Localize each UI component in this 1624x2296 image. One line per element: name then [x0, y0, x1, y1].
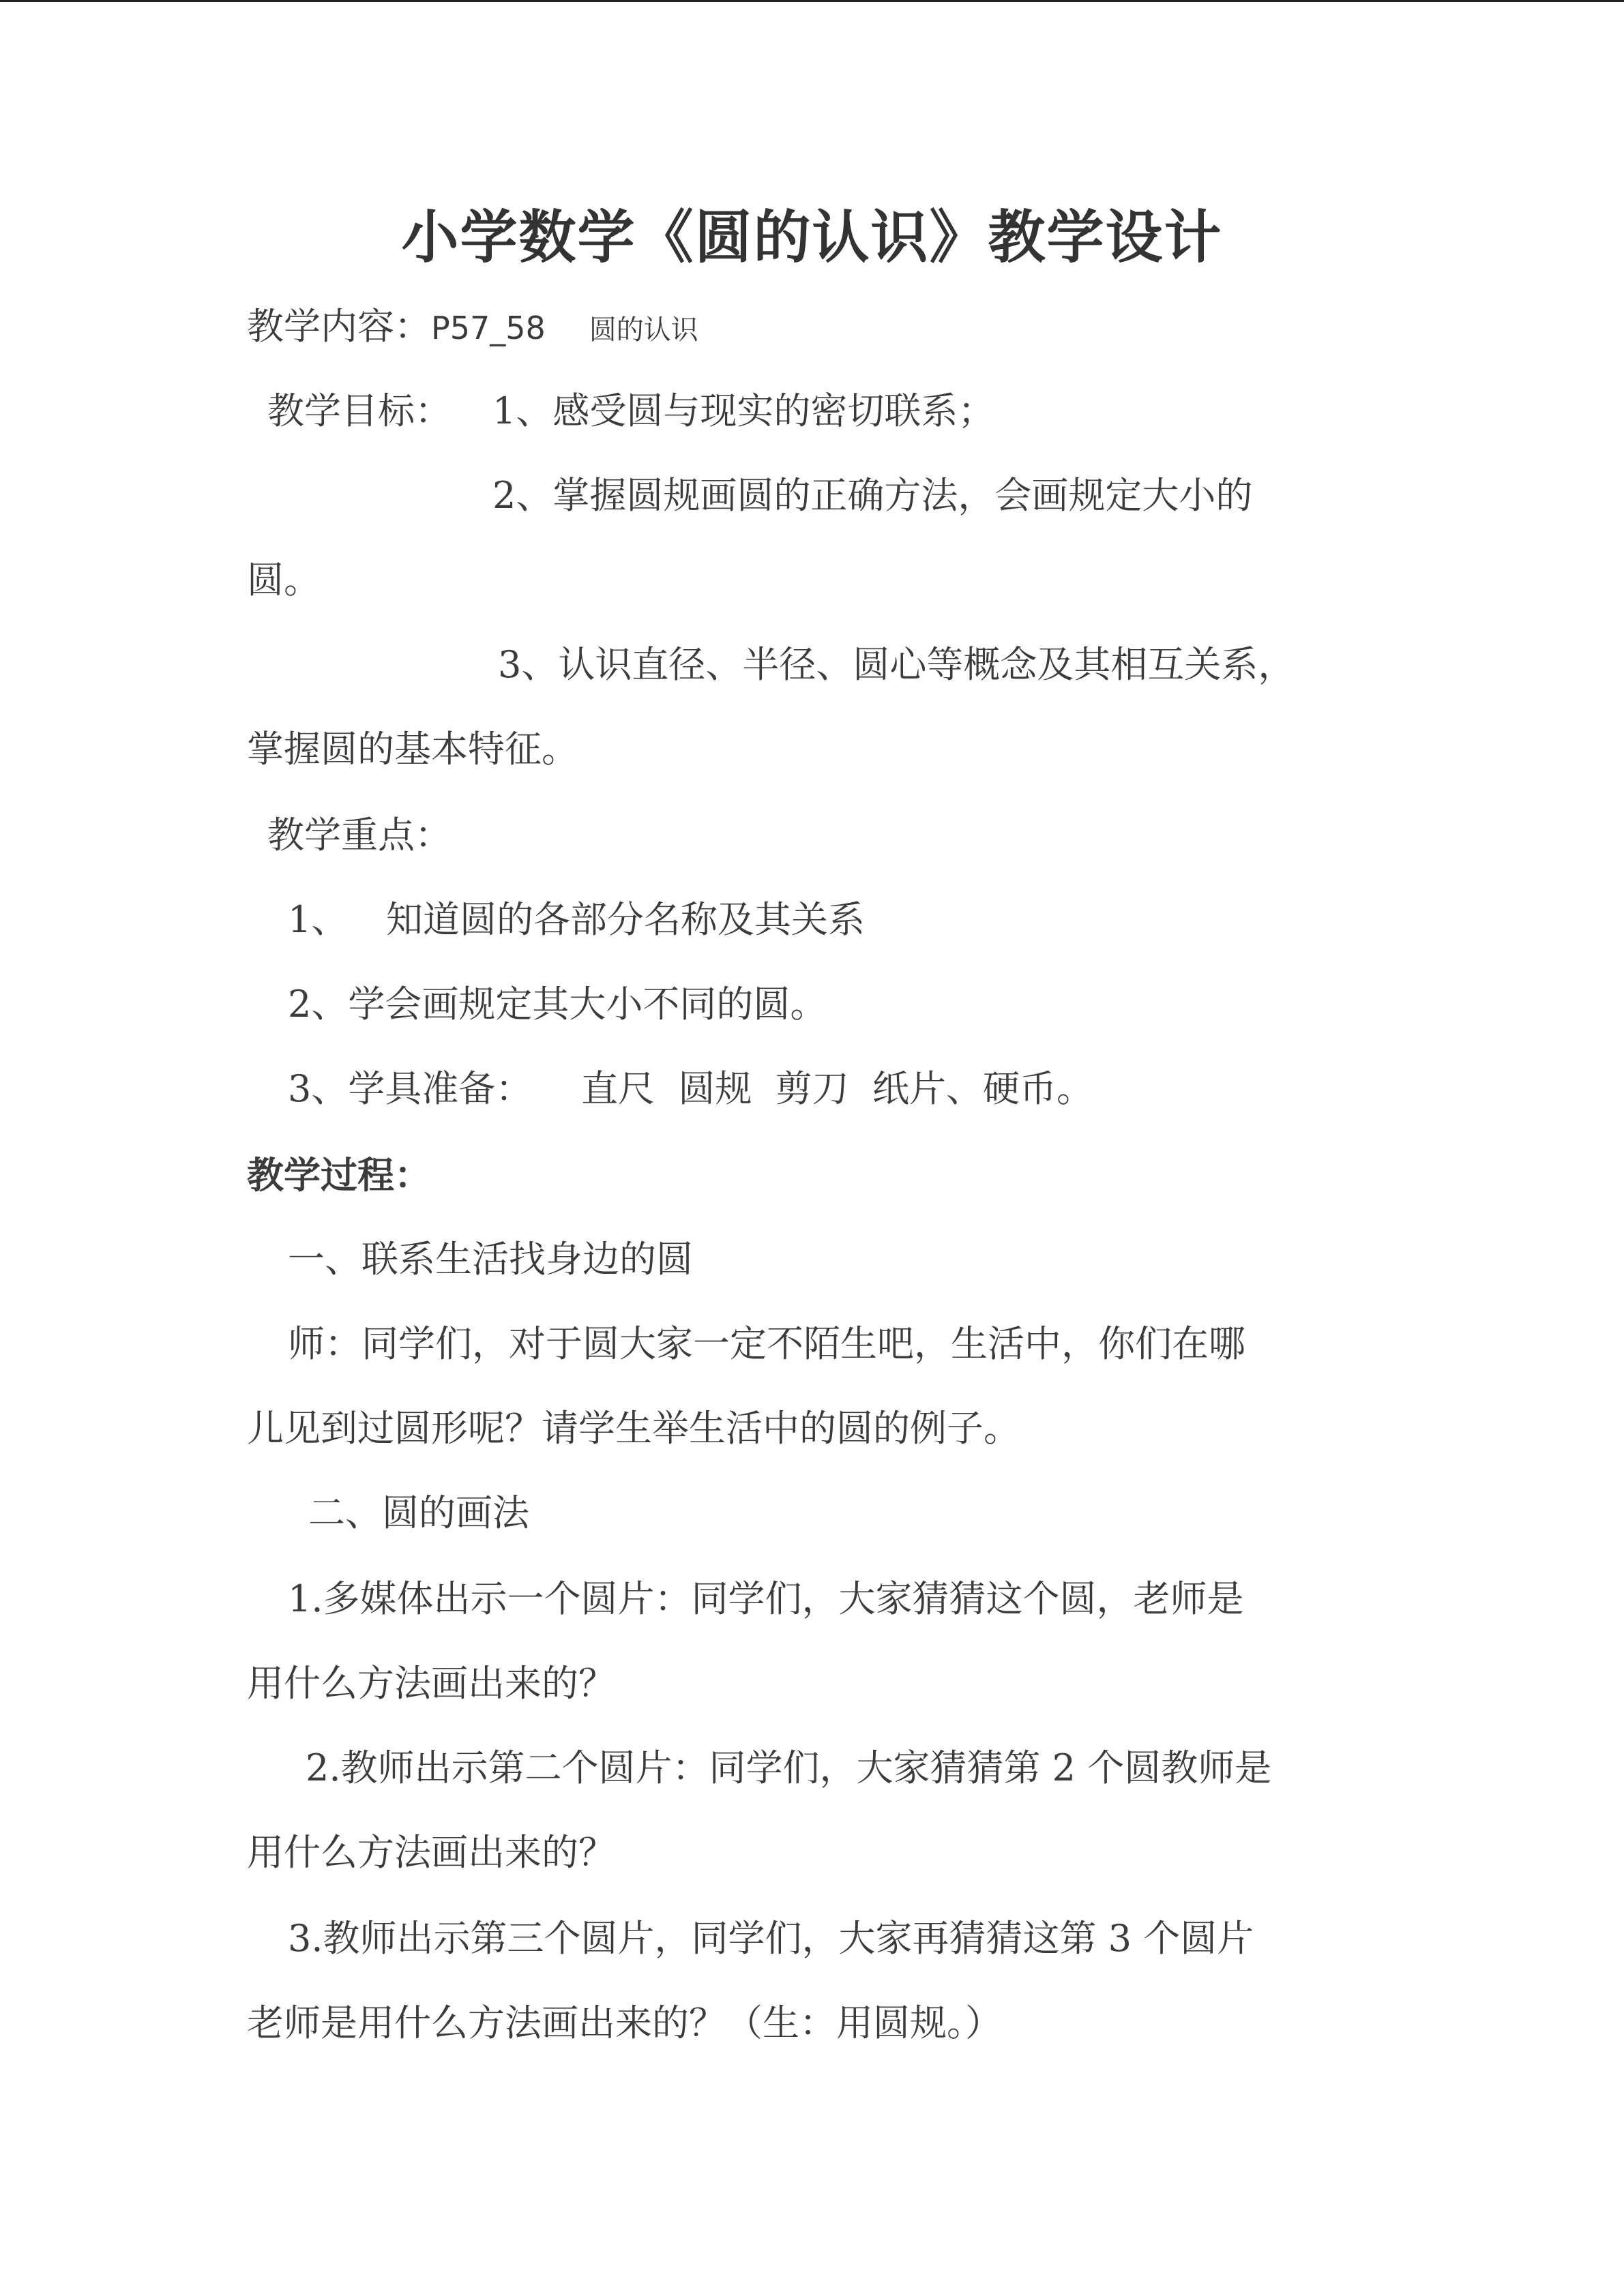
objectives-label: 教学目标： [267, 389, 452, 432]
step-3-line-1: 3.教师出示第三个圆片，同学们，大家再猜猜这第 3 个圆片 [288, 1917, 1254, 1960]
process-heading: 教学过程： [247, 1153, 431, 1197]
section-1-heading: 一、联系生活找身边的圆 [288, 1238, 693, 1281]
teaching-content-label: 教学内容： [247, 305, 431, 348]
objective-2-line-1: 2、掌握圆规画圆的正确方法，会画规定大小的 [492, 474, 1253, 517]
section-1-paragraph-line-2: 儿见到过圆形呢？请学生举生活中的圆的例子。 [247, 1407, 1020, 1450]
objective-2-line-2: 圆。 [247, 558, 321, 601]
teaching-content-topic: 圆的认识 [589, 314, 698, 346]
step-3-line-2: 老师是用什么方法画出来的？（生：用圆规。） [247, 2001, 1002, 2044]
key-point-1-text: 知道圆的各部分名称及其关系 [386, 898, 865, 941]
key-point-1-number: 1、 [288, 898, 349, 941]
page-top-border [0, 0, 1624, 2]
key-point-3-label: 3、学具准备： [288, 1067, 533, 1110]
step-1-line-2: 用什么方法画出来的？ [247, 1662, 615, 1705]
key-point-3-items: 直尺 圆规 剪刀 纸片、硬币。 [581, 1067, 1093, 1110]
key-points-label: 教学重点： [267, 814, 452, 856]
section-2-heading: 二、圆的画法 [308, 1491, 529, 1534]
objective-3-line-2: 掌握圆的基本特征。 [247, 728, 578, 771]
teaching-content-pages: P57_58 [431, 310, 546, 346]
teaching-content-line [247, 305, 698, 348]
step-1-line-1: 1.多媒体出示一个圆片：同学们，大家猜猜这个圆，老师是 [288, 1577, 1244, 1620]
key-point-2: 2、学会画规定其大小不同的圆。 [288, 983, 827, 1026]
document-title: 小学数学《圆的认识》教学设计 [401, 203, 1223, 271]
section-1-paragraph-line-1: 师：同学们，对于圆大家一定不陌生吧，生活中，你们在哪 [288, 1322, 1245, 1365]
step-2-line-1: 2.教师出示第二个圆片：同学们，大家猜猜第 2 个圆教师是 [306, 1746, 1272, 1789]
objective-1: 1、感受圆与现实的密切联系； [492, 389, 995, 432]
objective-3-line-1: 3、认识直径、半径、圆心等概念及其相互关系， [498, 643, 1295, 686]
step-2-line-2: 用什么方法画出来的？ [247, 1831, 615, 1874]
